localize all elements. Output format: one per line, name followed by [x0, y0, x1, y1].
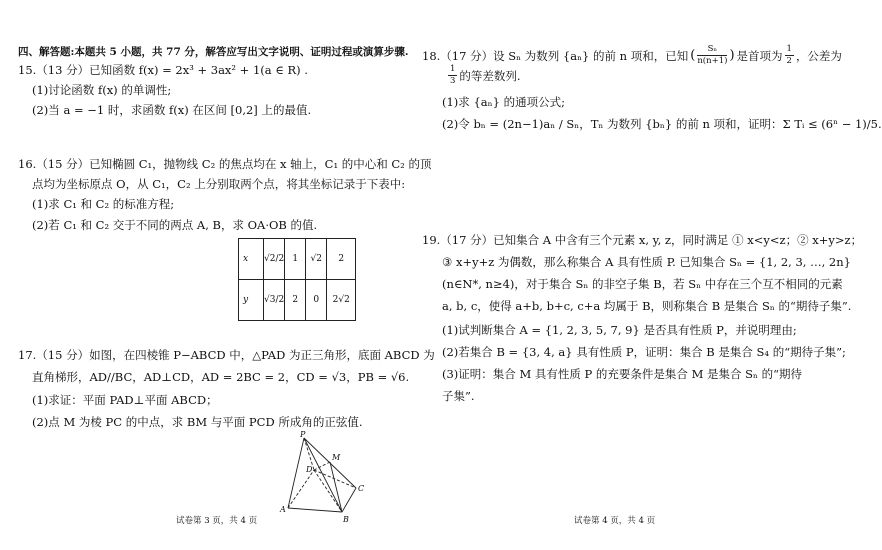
q16-title: 16.（15 分）已知椭圆 C₁，抛物线 C₂ 的焦点均在 x 轴上，C₁ 的中心和 C₂ 的顶 [18, 157, 432, 171]
table-cell: 2 [285, 280, 306, 321]
q19-part1: (1)试判断集合 A = {1, 2, 3, 5, 7, 9} 是否具有性质 P，并说明理由; [442, 323, 797, 337]
q15-part1: (1)讨论函数 f(x) 的单调性; [32, 83, 172, 97]
vertex-label-d: D [306, 465, 313, 474]
vertex-label-a: A [280, 505, 286, 514]
q18-fraction: $\frac{\text{Sₙ}}{n(n+1)}$ [697, 44, 728, 66]
table-cell: 1 [285, 239, 306, 280]
table-x-label: x [239, 239, 264, 280]
q15-part2: (2)当 a = −1 时，求函数 f(x) 在区间 [0,2] 上的最值. [32, 103, 312, 117]
q18-part1: (1)求 {aₙ} 的通项公式; [442, 95, 565, 109]
q18-part2: (2)令 bₙ = (2n−1)aₙ / Sₙ，Tₙ 为数列 {bₙ} 的前 n 项和，证明：Σ Tᵢ ≤ (6ⁿ − 1)/5. [442, 117, 882, 131]
q19-part3: (3)证明：集合 M 具有性质 P 的充要条件是集合 M 是集合 Sₙ 的“期待 [442, 367, 803, 381]
section-header: 四、解答题:本题共 5 小题，共 77 分，解答应写出文字说明、证明过程或演算步骤. [18, 46, 409, 58]
left-page-footer: 试卷第 3 页，共 4 页 [176, 516, 258, 526]
half-fraction: $\frac{1}{2}$ [786, 44, 792, 66]
q18-title-cont [448, 64, 521, 87]
q19-part2: (2)若集合 B = {3, 4, a} 具有性质 P，证明：集合 B 是集合 S₄ 的“期待子集”; [442, 345, 846, 359]
q16-part2: (2)若 C₁ 和 C₂ 交于不同的两点 A, B，求 OA·OB 的值. [32, 218, 318, 232]
q18-title-a: 18.（17 分）设 Sₙ 为数列 {aₙ} 的前 n 项和，已知 [422, 48, 689, 63]
q19-part3-cont: 子集”. [442, 389, 475, 403]
q17-title-cont: 直角梯形，AD//BC，AD⊥CD，AD = 2BC = 2，CD = √3，PB = √6. [32, 370, 410, 384]
q18-title-b: 是首项为 [736, 48, 783, 63]
vertex-label-p: P [300, 430, 306, 439]
table-row [239, 280, 356, 321]
q19-line4: a, b, c，使得 a+b, b+c, c+a 均属于 B，则称集合 B 是集合 Sₙ 的“期待子集”. [442, 299, 852, 313]
table-cell: 2√2 [327, 280, 356, 321]
left-paren-icon: ( [690, 47, 696, 63]
right-page [400, 0, 882, 550]
table-cell: 0 [306, 280, 327, 321]
table-y-label: y [239, 280, 264, 321]
q15-title: 15.（13 分）已知函数 f(x) = 2x³ + 3ax² + 1(a ∈ R) . [18, 63, 308, 77]
table-row [239, 239, 356, 280]
table-cell: √2/2 [264, 239, 285, 280]
q16-part1: (1)求 C₁ 和 C₂ 的标准方程; [32, 197, 175, 211]
q17-title: 17.（15 分）如图，在四棱锥 P−ABCD 中，△PAD 为正三角形，底面 ABCD 为 [18, 348, 435, 362]
right-page-footer: 试卷第 4 页，共 4 页 [574, 516, 656, 526]
table-cell: √3/2 [264, 280, 285, 321]
third-fraction: $\frac{1}{3}$ [450, 64, 456, 86]
vertex-label-c: C [358, 484, 365, 493]
left-page [0, 0, 435, 550]
right-paren-icon: ) [729, 47, 735, 63]
table-cell: 2 [327, 239, 356, 280]
q19-line1: 19.（17 分）已知集合 A 中含有三个元素 x, y, z，同时满足 ① x<y<z；② x+y>z； [422, 233, 863, 247]
vertex-label-m: M [332, 453, 341, 462]
pyramid-figure [270, 430, 390, 530]
q19-line3: (n∈N*, n≥4)，对于集合 Sₙ 的非空子集 B，若 Sₙ 中存在三个互不相同的元素 [442, 277, 843, 291]
vertex-label-b: B [343, 515, 349, 524]
table-cell: √2 [306, 239, 327, 280]
q17-part1: (1)求证：平面 PAD⊥平面 ABCD； [32, 393, 218, 407]
q17-part2: (2)点 M 为棱 PC 的中点，求 BM 与平面 PCD 所成角的正弦值. [32, 415, 363, 429]
q19-line2: ③ x+y+z 为偶数，那么称集合 A 具有性质 P. 已知集合 Sₙ = {1, 2, 3, …, 2n} [442, 255, 851, 269]
coordinate-table [238, 238, 356, 321]
q18-title-c: ，公差为 [795, 48, 842, 63]
q16-title-cont: 点均为坐标原点 O，从 C₁，C₂ 上分别取两个点，将其坐标记录于下表中: [32, 177, 406, 191]
q18-title-d: 的等差数列. [459, 68, 521, 83]
